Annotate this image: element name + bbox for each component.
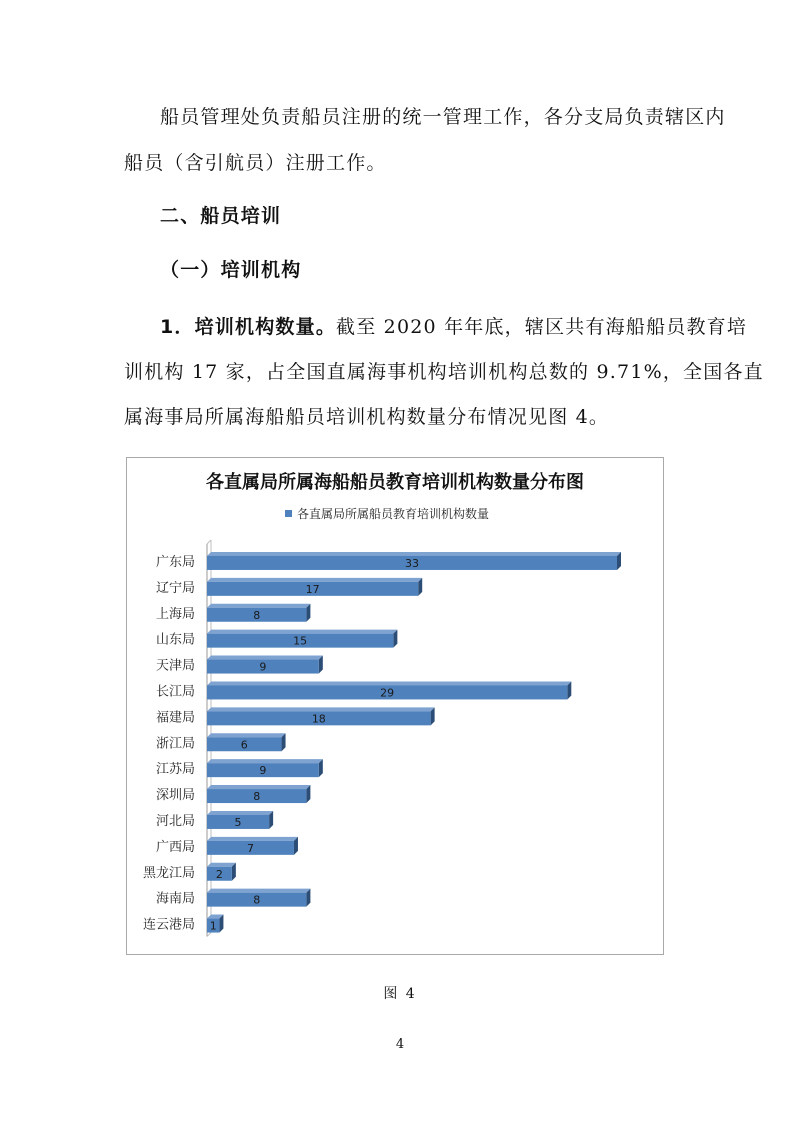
data-label: 7 [246,841,254,855]
bar-top [207,785,310,789]
bar-top [207,707,435,711]
bar-top [207,630,397,634]
chart-frame [126,457,664,955]
data-label: 9 [259,660,267,674]
category-label: 连云港局 [142,917,195,933]
paragraph-2-line-1 [160,314,747,340]
category-label: 辽宁局 [155,580,195,596]
data-label: 8 [253,608,261,622]
category-label: 黑龙江局 [142,865,195,881]
bar-top [207,552,621,556]
data-label: 6 [240,738,248,752]
paragraph-2-line-2: 训机构 17 家，占全国直属海事机构培训机构总数的 9.71%，全国各直 [124,361,764,383]
bar-top [207,656,323,660]
bar-top [207,681,571,685]
subsection-heading: （一）培训机构 [160,259,302,281]
paragraph-2-line-1-text: 截至 2020 年年底，辖区共有海船船员教育培 [336,316,748,338]
axis-depth-bottom [207,933,211,937]
data-label: 2 [215,867,223,881]
chart-title: 各直属局所属海船船员教育培训机构数量分布图 [206,472,584,493]
data-label: 9 [259,764,267,778]
category-label: 福建局 [155,710,195,726]
bar-top [207,604,310,608]
bar-top [207,811,273,815]
data-label: 17 [305,582,320,596]
bar-top [207,578,422,582]
bar-top [207,889,310,893]
bar-top [207,863,236,867]
data-label: 29 [380,686,395,700]
bar-top [207,759,323,763]
category-label: 河北局 [155,813,195,829]
data-label: 8 [253,893,261,907]
category-label: 浙江局 [155,736,195,752]
category-label: 深圳局 [155,788,195,804]
axis-depth-top [207,540,211,544]
category-label: 上海局 [155,606,195,622]
category-label: 长江局 [155,684,195,700]
category-label: 江苏局 [155,762,195,778]
bar-chart [127,458,663,954]
data-label: 8 [253,790,261,804]
data-label: 15 [293,634,308,648]
legend-label: 各直属局所属船员教育培训机构数量 [297,507,490,521]
data-label: 18 [311,712,326,726]
category-label: 广东局 [155,554,195,570]
section-heading: 二、船员培训 [160,205,282,227]
paragraph-1-line-2: 船员（含引航员）注册工作。 [124,152,387,174]
legend-swatch [285,510,292,517]
category-label: 山东局 [155,632,195,648]
figure-caption: 图 4 [383,986,417,1002]
category-label: 天津局 [155,658,195,674]
paragraph-1-line-1: 船员管理处负责船员注册的统一管理工作，各分支局负责辖区内 [160,106,726,128]
data-label: 33 [405,556,419,570]
paragraph-2-line-3: 属海事局所属海船船员培训机构数量分布情况见图 4。 [124,406,610,428]
page-number: 4 [395,1037,405,1052]
bar-top [207,733,286,737]
paragraph-2-lead: 1．培训机构数量。 [160,316,337,338]
data-label: 1 [209,919,217,933]
category-label: 广西局 [155,839,195,855]
data-label: 5 [234,815,242,829]
bar-top [207,837,298,841]
category-label: 海南局 [155,891,195,907]
